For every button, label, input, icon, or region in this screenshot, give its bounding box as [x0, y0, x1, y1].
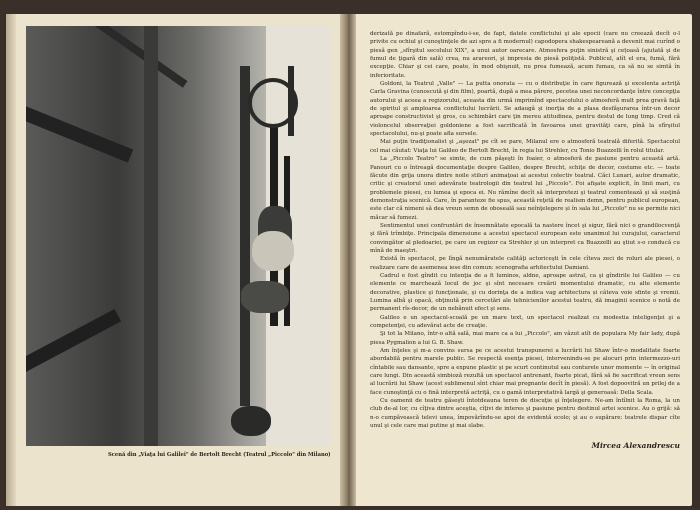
author-signature: Mircea Alexandrescu	[591, 441, 680, 450]
paragraph: Mai puţin tradiţionalist şi „aşezat" pe cît se pare, Milanul ere o atmosferă teatrală diferită. Spectacolul cel mai căutat: Viaţa lui Galileo de Bertolt Brecht, în regia lui Strehler, cu Tonio Buazzelli în rolul titular.	[370, 139, 680, 154]
stage-photo	[26, 26, 331, 446]
paragraph: derizată pe dinafară, estompîndu-i-se, de fapt, datele conflictului şi ale epocii (care nu creează decît o-l privite cu ochiul şi cunoştinţele de azi spre a fi modernul) capodopera shakespeareană a devenit mai curînd o piesă gen „sfîrşitul secolului XIX", a unui autor oarecare. Atmosfera puţin sinistră şi cețoasă (ajutată şi de fumul de ţigară din sală) crea, nu arareori, şi impresia de piesă poliţistă. Publicul, atît el era, fumă, fără excepţie. Chiar şi cei care, poate, în mod obişnuit, nu prea fumează, acum fumau, ca să nu se simtă în inferioritate.	[370, 31, 680, 79]
article-text	[370, 30, 680, 431]
paragraph: La „Piccolo Teatro" se simte, de cum păşeşti în foaier, o atmosferă de pasiune pentru această artă. Panouri cu o întreagă documentaţie despre Galileo, despre Brecht, schiţe de decor, costume etc. — toate făcute din grija unora dintre noile stiluri animaţoai ai acestui colectiv teatral. Căci Lunari, autor dramatic, critic şi creatorul unei adevărate teatrologii din teatrul lui „Piccolo". Foi afişate explicit, în linii mari, cu problemele piesei, cu lumea şi epoca ei. Nu rămîne decît să interpretezi şi teatrul comentează şi să susţină demonstraţia scenică. Care, în paranteze fie spus, această reţetă de realism demn, pentru publicul european, este clar că nimeni să dea vreun semn de oboseală sau neînţelegere și în sala lui „Piccolo" nu se permite nici măcar să fumezi.	[370, 156, 680, 221]
paragraph: Galileo e un spectacol-scoală pe un mare text, un spectacol realizat cu modestia inteligenţei şi a competenţei, cu adevărat acte de creaţie.	[370, 314, 680, 330]
paragraph: Cadrul e fost gîndit cu intenţia de a fi luminos, aldne, aproape astral, ca şi gîndirile lui Galileo — cu elemente ce marchează locul de joc şi sînt necesare creării momentului dramatic, cu alte elemente decorative, plastice şi funcţionale, şi cu dorinţa de a indica vag arhitectura și câteva voie sfinte şi vremii. Lumina albă şi opacă, obţinută prin cercetări ale tehnicienilor acestui teatru, dă imaginii scenice o notă de permanent rîs-decor, de un nebănuit efect şi sens.	[370, 272, 680, 313]
paragraph: Goldoni, la Teatrul „Valle" — La putta onorata — cu o distribuţie în care figurează şi excelenta actriţă Carla Gravina (cunoscută şi din film), poartă, după a mea părere, pecetea unei neconcordanţe între concepţia autorului şi aceea a regizorului, aceasta din urmă imprimînd spectacolului o atmosferă mult prea gravă faţă de spiritul şi amploarea conflictului lucrării. Se adaugă şi inerţia de a plasa desfăşurarea într-un decor aproape constructivist şi gros, cu schimbări care ţin mereu atitudinea, pentru destul de lung timp. Cred că violoncelul observaţiei goldoniene a fost sacrificată în favoarea unei gravităţi care, pînă la sfîrşitul spectacolului, nu-şi poate afla sursele.	[370, 81, 680, 138]
paragraph: Am înţeles şi m-a convins sursa pe ce acestui transpunerei a lucrării lui Shaw într-o modalitate foarte abordabilă pentru marele public. Se respectă esenţa piesei, intervenindu-se pe alocuri prin intermezzo-uri cîntabile sau dansante, spre a expune plastic şi pe scurt continutul sau conturele unor momente — în original care lungi. Din această simbioză rezultă un spectacol antrenant, foarte picat, fără să fie sacrificat vreun sens al lucrării lui Shaw (acest sublimenul sînt chiar mai pregnante decît în piesă). A fost dopoovitră un prilej de a face cunoştinţă cu o fină interpretă actriţă, cu o gamă interpretativă largă şi generoasă: Della Scala.	[370, 348, 680, 396]
photo-caption: Scenă din „Viaţa lui Galilei" de Bertolt Brecht (Teatrul „Piccolo" din Milano)	[108, 452, 331, 458]
paragraph: Şi tot la Milano, într-o altă sală, mai mare ca a lui „Piccolo", am văzut atît de populara My fair lady, după piesa Pygmalion a lui G. B. Shaw.	[370, 331, 680, 346]
paragraph: Cu oamenii de teatru găseşti întotdeauna teren de discuţie şi înţelegere. Ne-am întîlnit la Roma, la un club de-al lor, cu cîţiva dintre aceştia, cîţivi de interes şi pasiune pentru destinul artei scenice. Au o grijă: să n-o cumpăvească televi unea, împovărîndu-se apoi de evidentă ecolo; şi au o supărare: teatrele dispar cîte unul şi cele care mai putine şi mai slabe.	[370, 398, 680, 430]
paragraph: Sentimentul unei confruntări de însemnătate epocală ta nastere încet şi sigur, fără nici o grandilocvenţă şi fără trîmbiţe. Principala dimensiune a acestui spectacol european este unanimul lui curajului, caracterul convingător al pledoariei, pe care un regizor ca Strehler şi un interpret ca Buazzelli au ştiut s-o conducă cu mînă de maeştri.	[370, 222, 680, 254]
book-gutter	[340, 14, 356, 506]
left-binding-edge	[6, 14, 16, 506]
paragraph: Există în spectacol, pe lîngă nenumăratele calităţi actoriceşti în cele cîteva zeci de roluri ale piesei, o realizare care de asemenea iese din comun: scenografia arhitectului Damiani.	[370, 256, 680, 271]
